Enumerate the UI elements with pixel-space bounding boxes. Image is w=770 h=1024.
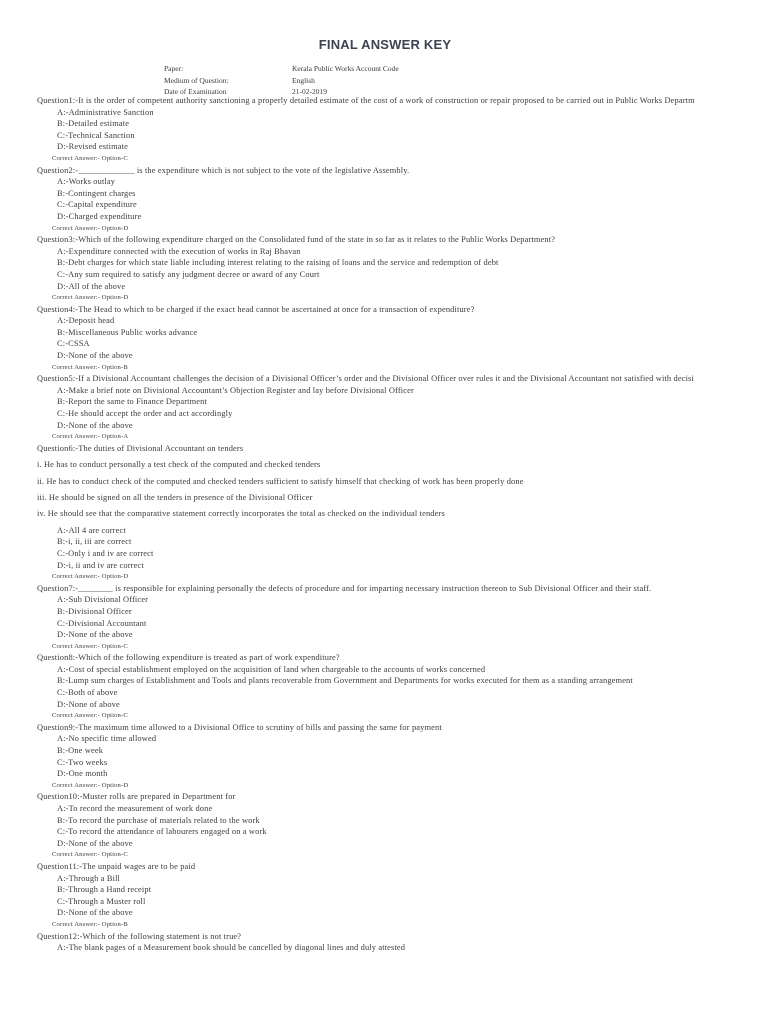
correct-answer: Correct Answer:- Option-A bbox=[52, 433, 129, 441]
correct-answer: Correct Answer:- Option-C bbox=[52, 642, 128, 650]
meta-label: Paper: bbox=[164, 64, 184, 73]
correct-answer: Correct Answer:- Option-B bbox=[52, 363, 128, 371]
correct-answer: Correct Answer:- Option-C bbox=[52, 851, 128, 859]
question-text: Question10:-Muster rolls are prepared in Department for bbox=[37, 792, 236, 802]
answer-option: D:-Charged expenditure bbox=[57, 211, 142, 221]
answer-option: C:-He should accept the order and act accordingly bbox=[57, 409, 233, 419]
correct-answer: Correct Answer:- Option-D bbox=[52, 573, 129, 581]
answer-option: B:-One week bbox=[57, 746, 104, 756]
answer-option: B:-To record the purchase of materials related to the work bbox=[57, 815, 260, 825]
answer-option: B:-Report the same to Finance Department bbox=[57, 397, 207, 407]
page-title: FINAL ANSWER KEY bbox=[318, 37, 452, 52]
answer-option: C:-Only i and iv are correct bbox=[57, 548, 154, 558]
answer-option: B:-Divisional Officer bbox=[57, 606, 132, 616]
question-text: Question9:-The maximum time allowed to a Divisional Office to scrutiny of bills and passing the same for payment bbox=[37, 722, 442, 732]
correct-answer: Correct Answer:- Option-D bbox=[52, 294, 129, 302]
answer-option: C:-To record the attendance of labourers engaged on a work bbox=[57, 827, 267, 837]
answer-option: B:-Through a Hand receipt bbox=[57, 885, 152, 895]
meta-value: Kerala Public Works Account Code bbox=[292, 64, 399, 73]
answer-option: C:-Divisional Accountant bbox=[57, 618, 147, 628]
question-list bbox=[37, 95, 770, 954]
question-text: Question7:-________ is responsible for explaining personally the defects of procedure and for imparting necessary instruction thereon to Sub Divisional Officer and their staff. bbox=[37, 583, 652, 593]
answer-option: C:-CSSA bbox=[57, 339, 90, 349]
answer-option: D:-Revised estimate bbox=[57, 142, 128, 152]
answer-option: D:-All of the above bbox=[57, 281, 126, 291]
answer-option: A:-Works outlay bbox=[57, 177, 116, 187]
question-text: Question8:-Which of the following expenditure is treated as part of work expenditure? bbox=[37, 653, 340, 663]
answer-option: A:-Expenditure connected with the execution of works in Raj Bhavan bbox=[57, 246, 301, 256]
meta-label: Medium of Question: bbox=[164, 75, 229, 85]
question-text: Question3:-Which of the following expenditure charged on the Consolidated fund of the state in so far as it relates to the Public Works Department? bbox=[37, 235, 556, 245]
answer-option: A:-Sub Divisional Officer bbox=[57, 595, 149, 605]
answer-option: D:-None of the above bbox=[57, 351, 133, 361]
answer-option: A:-To record the measurement of work done bbox=[57, 804, 213, 814]
meta-value: English bbox=[292, 75, 315, 85]
answer-option: C:-Any sum required to satisfy any judgment decree or award of any Court bbox=[57, 269, 320, 279]
question-text: Question5:-If a Divisional Accountant challenges the decision of a Divisional Officer’s order and the Divisional Officer over rules it and the Divisional Accountant not satisfied with decisi bbox=[37, 374, 694, 384]
answer-option: B:-Detailed estimate bbox=[57, 119, 130, 129]
answer-option: A:-No specific time allowed bbox=[57, 734, 157, 744]
answer-option: A:-Through a Bill bbox=[57, 873, 121, 883]
answer-option: B:-Miscellaneous Public works advance bbox=[57, 327, 198, 337]
answer-option: D:-None of the above bbox=[57, 420, 133, 430]
answer-option: B:-Contingent charges bbox=[57, 188, 136, 198]
question-text: Question2:-_____________ is the expenditure which is not subject to the vote of the legislative Assembly. bbox=[37, 165, 410, 175]
question-text: Question1:-It is the order of competent authority sanctioning a properly detailed estimate of the cost of a work of construction or repair proposed to be carried out in Public Works Departm bbox=[37, 96, 695, 105]
answer-option: D:-None of above bbox=[57, 699, 120, 709]
statement-item: ii. He has to conduct check of the computed and checked tenders sufficient to satisfy himself that checking of work has been properly done bbox=[37, 476, 524, 486]
meta-value: 21-02-2019 bbox=[292, 87, 327, 96]
answer-option: D:-None of the above bbox=[57, 838, 133, 848]
correct-answer: Correct Answer:- Option-B bbox=[52, 920, 128, 928]
answer-option: A:-Administrative Sanction bbox=[57, 107, 154, 117]
question-text: Question11:-The unpaid wages are to be paid bbox=[37, 861, 196, 871]
question-text: Question12:-Which of the following statement is not true? bbox=[37, 931, 242, 941]
answer-option: A:-Make a brief note on Divisional Accountant’s Objection Register and lay before Divisional Officer bbox=[57, 385, 414, 395]
answer-option: D:-None of the above bbox=[57, 630, 133, 640]
correct-answer: Correct Answer:- Option-C bbox=[52, 154, 128, 162]
answer-option: B:-Debt charges for which state liable including interest relating to the raising of loans and the service and redemption of debt bbox=[57, 258, 499, 268]
answer-option: D:-One month bbox=[57, 769, 108, 779]
answer-option: A:-Deposit head bbox=[57, 316, 115, 326]
answer-option: C:-Through a Muster roll bbox=[57, 896, 146, 906]
answer-option: D:-i, ii and iv are correct bbox=[57, 560, 144, 570]
answer-option: C:-Technical Sanction bbox=[57, 130, 135, 140]
answer-option: B:-i, ii, iii are correct bbox=[57, 537, 132, 547]
question-text: Question4:-The Head to which to be charged if the exact head cannot be ascertained at once for a transaction of expenditure? bbox=[37, 304, 475, 314]
statement-item: iv. He should see that the comparative statement correctly incorporates the total as checked on the individual tenders bbox=[37, 509, 445, 519]
answer-option: C:-Two weeks bbox=[57, 757, 108, 767]
question-text: Question6:-The duties of Divisional Accountant on tenders bbox=[37, 443, 244, 453]
meta-label: Date of Examination bbox=[164, 87, 227, 96]
correct-answer: Correct Answer:- Option-D bbox=[52, 224, 129, 232]
correct-answer: Correct Answer:- Option-D bbox=[52, 781, 129, 789]
answer-option: A:-The blank pages of a Measurement book should be cancelled by diagonal lines and duly attested bbox=[57, 943, 406, 953]
statement-item: i. He has to conduct personally a test check of the computed and checked tenders bbox=[37, 460, 321, 470]
answer-option: D:-None of the above bbox=[57, 908, 133, 918]
answer-option: C:-Both of above bbox=[57, 688, 118, 698]
answer-option: A:-All 4 are correct bbox=[57, 525, 126, 535]
answer-option: A:-Cost of special establishment employed on the acquisition of land when chargeable to the accounts of works concerned bbox=[57, 664, 486, 674]
answer-option: B:-Lump sum charges of Establishment and Tools and plants recoverable from Government and Departments for works executed for them as a standing arrangement bbox=[57, 676, 633, 686]
answer-option: C:-Capital expenditure bbox=[57, 200, 137, 210]
statement-item: iii. He should be signed on all the tenders in presence of the Divisional Officer bbox=[37, 492, 313, 502]
correct-answer: Correct Answer:- Option-C bbox=[52, 712, 128, 720]
